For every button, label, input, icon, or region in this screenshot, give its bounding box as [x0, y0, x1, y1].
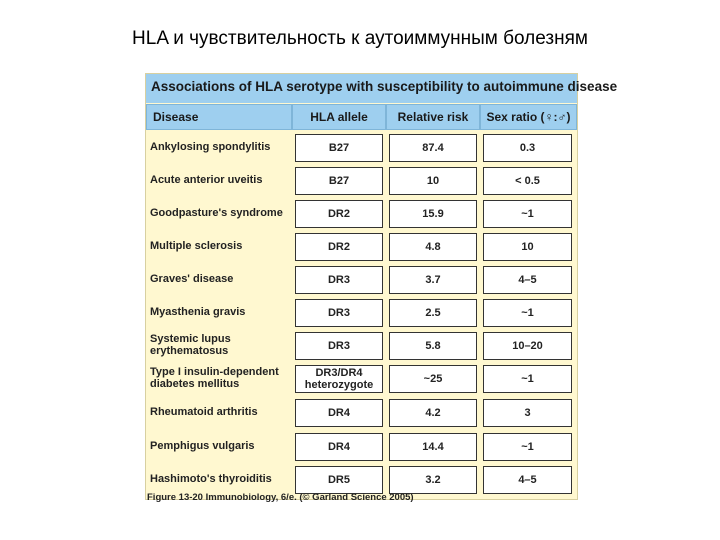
relative-risk-cell: 87.4 — [389, 134, 477, 162]
hla-allele-cell: DR3 — [295, 266, 383, 294]
hla-allele-cell: DR4 — [295, 433, 383, 461]
relative-risk-cell: 4.2 — [389, 399, 477, 427]
relative-risk-cell: 4.8 — [389, 233, 477, 261]
sex-ratio-separator: : — [553, 110, 558, 124]
disease-name: Rheumatoid arthritis — [150, 406, 258, 418]
figure-title: Associations of HLA serotype with susceptibility to autoimmune disease — [151, 79, 618, 94]
slide-title: HLA и чувствительность к аутоиммунным болезням — [132, 28, 588, 49]
sex-ratio-cell: < 0.5 — [483, 167, 572, 195]
female-symbol-icon: ♀ — [544, 110, 554, 124]
hla-allele-cell: DR2 — [295, 233, 383, 261]
disease-name: Ankylosing spondylitis — [150, 141, 271, 153]
hla-allele-cell: B27 — [295, 134, 383, 162]
sex-ratio-prefix: Sex ratio ( — [486, 110, 545, 124]
hla-association-figure — [145, 73, 618, 500]
column-header-disease — [146, 104, 292, 130]
column-header-hla-allele-label: HLA allele — [310, 110, 368, 124]
column-header-hla-allele — [292, 104, 386, 130]
sex-ratio-cell: ~1 — [483, 299, 572, 327]
disease-name: Goodpasture's syndrome — [150, 207, 283, 219]
hla-allele-cell: DR3 — [295, 332, 383, 360]
disease-name: Graves' disease — [150, 273, 234, 285]
relative-risk-cell: 2.5 — [389, 299, 477, 327]
sex-ratio-cell: 0.3 — [483, 134, 572, 162]
hla-allele-cell: DR4 — [295, 399, 383, 427]
disease-name: Systemic lupus erythematosus — [150, 333, 231, 357]
relative-risk-cell: 3.7 — [389, 266, 477, 294]
figure-caption: Figure 13-20 Immunobiology, 6/e. (© Garland Science 2005) — [147, 492, 414, 503]
male-symbol-icon: ♂ — [557, 110, 567, 124]
relative-risk-cell: 5.8 — [389, 332, 477, 360]
hla-allele-cell: DR2 — [295, 200, 383, 228]
sex-ratio-cell: 10–20 — [483, 332, 572, 360]
disease-name: Multiple sclerosis — [150, 240, 243, 252]
relative-risk-cell: 10 — [389, 167, 477, 195]
column-header-disease-label: Disease — [153, 110, 199, 124]
hla-allele-cell: DR3/DR4 heterozygote — [295, 365, 383, 393]
hla-allele-cell: DR5 — [295, 466, 383, 494]
sex-ratio-cell: ~1 — [483, 200, 572, 228]
sex-ratio-cell: 3 — [483, 399, 572, 427]
disease-name: Pemphigus vulgaris — [150, 440, 255, 452]
sex-ratio-cell: 4–5 — [483, 466, 572, 494]
sex-ratio-cell: ~1 — [483, 365, 572, 393]
relative-risk-cell: ~25 — [389, 365, 477, 393]
disease-name: Acute anterior uveitis — [150, 174, 263, 186]
column-header-relative-risk — [386, 104, 480, 130]
figure-header — [146, 74, 618, 103]
disease-name: Type I insulin-dependent diabetes mellitus — [150, 366, 279, 390]
sex-ratio-cell: 10 — [483, 233, 572, 261]
disease-name: Myasthenia gravis — [150, 306, 246, 318]
relative-risk-cell: 14.4 — [389, 433, 477, 461]
sex-ratio-suffix: ) — [566, 110, 571, 124]
disease-name: Hashimoto's thyroiditis — [150, 473, 272, 485]
relative-risk-cell: 3.2 — [389, 466, 477, 494]
hla-allele-cell: B27 — [295, 167, 383, 195]
column-header-sex-ratio — [480, 104, 577, 130]
column-header-relative-risk-label: Relative risk — [397, 110, 469, 124]
sex-ratio-cell: ~1 — [483, 433, 572, 461]
relative-risk-cell: 15.9 — [389, 200, 477, 228]
sex-ratio-cell: 4–5 — [483, 266, 572, 294]
hla-allele-cell: DR3 — [295, 299, 383, 327]
